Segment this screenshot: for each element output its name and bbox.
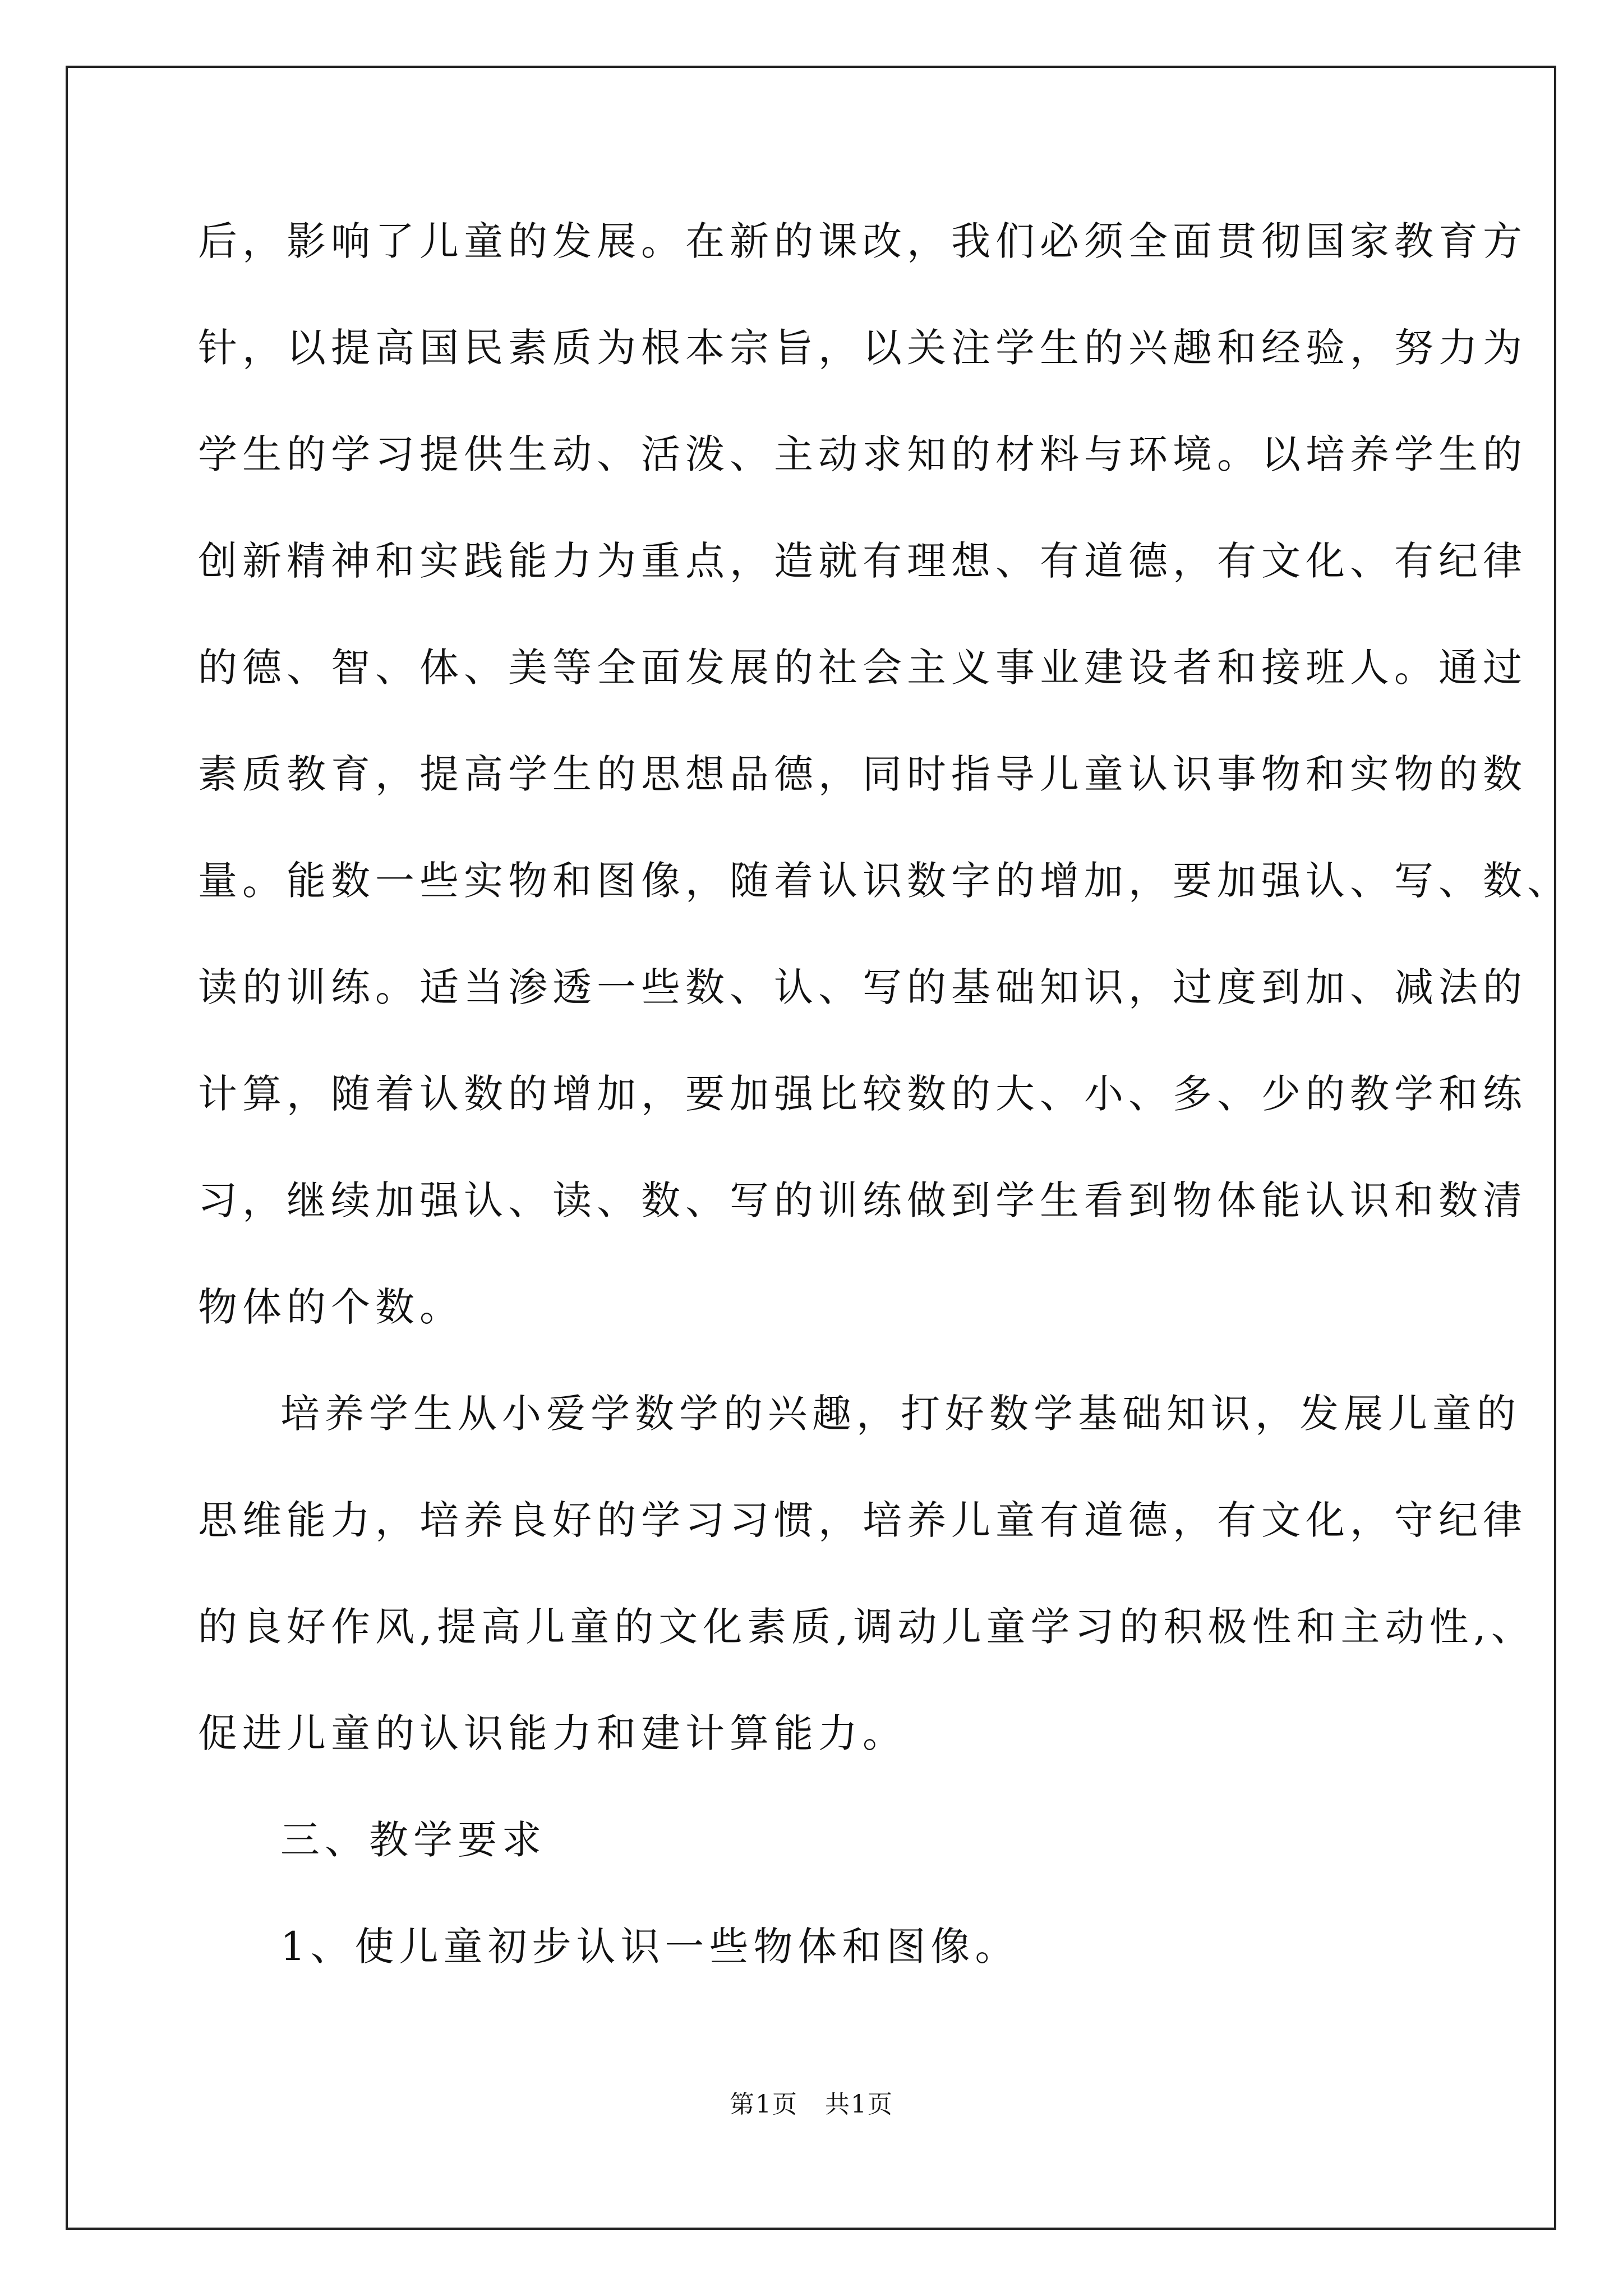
section-heading: 三、教学要求 xyxy=(280,1817,546,1863)
page-number: 第1页 共1页 xyxy=(730,2090,893,2119)
paragraph-line: 计算，随着认数的增加，要加强比较数的大、小、多、少的教学和练 xyxy=(198,1071,1527,1117)
paragraph-line: 习，继续加强认、读、数、写的训练做到学生看到物体能认识和数清 xyxy=(198,1177,1527,1223)
paragraph-line: 促进儿童的认识能力和建计算能力。 xyxy=(198,1710,907,1756)
paragraph-line: 素质教育，提高学生的思想品德，同时指导儿童认识事物和实物的数 xyxy=(198,751,1527,797)
paragraph-line: 创新精神和实践能力为重点，造就有理想、有道德，有文化、有纪律 xyxy=(198,538,1527,584)
paragraph-line: 后，影响了儿童的发展。在新的课改，我们必须全面贯彻国家教育方 xyxy=(198,218,1527,264)
paragraph-line: 学生的学习提供生动、活泼、主动求知的材料与环境。以培养学生的 xyxy=(198,431,1527,477)
document-body xyxy=(198,208,1571,2019)
paragraph-line: 培养学生从小爱学数学的兴趣，打好数学基础知识，发展儿童的 xyxy=(280,1391,1521,1437)
paragraph-line: 的德、智、体、美等全面发展的社会主义事业建设者和接班人。通过 xyxy=(198,645,1527,691)
paragraph-line: 读的训练。适当渗透一些数、认、写的基础知识，过度到加、减法的 xyxy=(198,964,1527,1010)
paragraph-line: 思维能力，培养良好的学习习惯，培养儿童有道德，有文化，守纪律 xyxy=(198,1497,1527,1543)
list-item: 1、使儿童初步认识一些物体和图像。 xyxy=(280,1924,1020,1970)
paragraph-line: 量。能数一些实物和图像，随着认识数字的增加，要加强认、写、数、 xyxy=(198,858,1571,904)
paragraph-line: 物体的个数。 xyxy=(198,1284,464,1330)
paragraph-line: 针，以提高国民素质为根本宗旨，以关注学生的兴趣和经验，努力为 xyxy=(198,325,1527,371)
paragraph-line: 的良好作风,提高儿童的文化素质,调动儿童学习的积极性和主动性,、 xyxy=(198,1604,1536,1650)
